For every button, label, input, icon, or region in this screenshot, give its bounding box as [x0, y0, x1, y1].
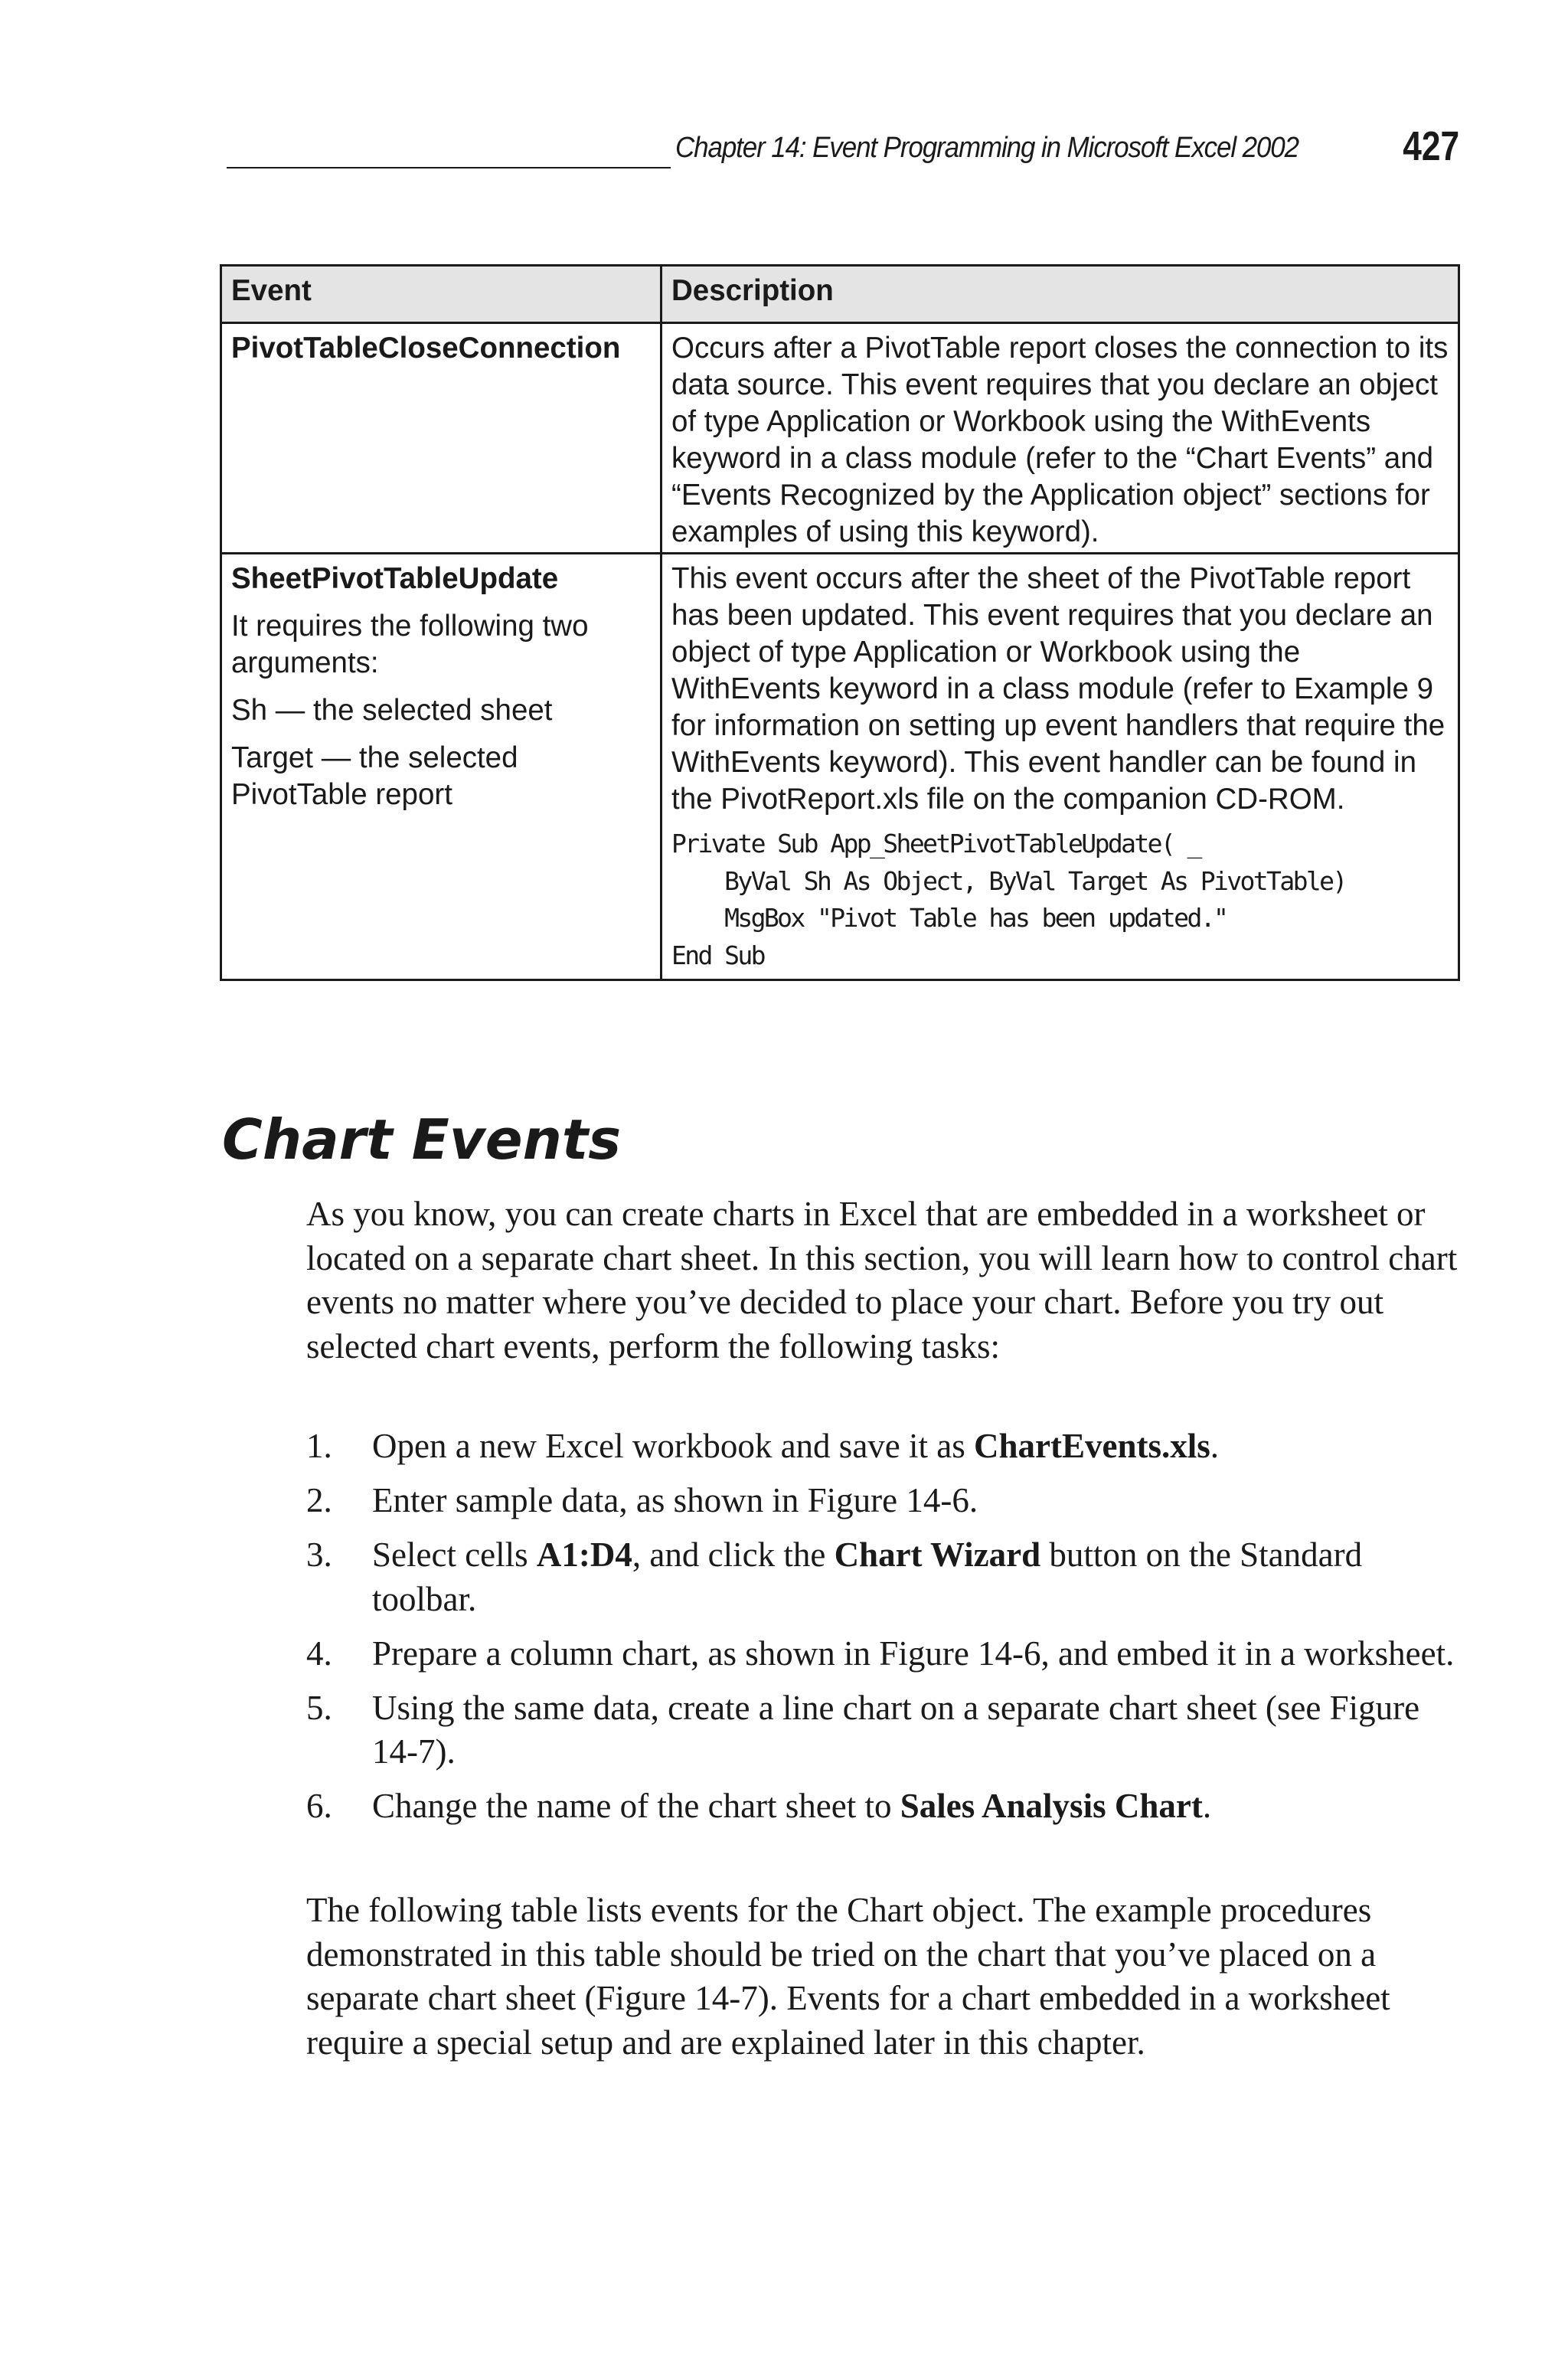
step-text: Prepare a column chart, as shown in Figure 14-6, and embed it in a worksheet.: [372, 1634, 1455, 1673]
table-row: [221, 323, 1459, 554]
event-description: This event occurs after the sheet of the PivotTable report has been updated. This event requires that you declare an object of type Application or Workbook using the WithEvents keyword in a class module (refer to Example 9 for information on setting up event handlers that require the WithEvents keyword). This event handler can be found in the PivotReport.xls file on the companion CD-ROM.: [671, 562, 1446, 816]
step-text: .: [1202, 1787, 1212, 1825]
section-heading: Chart Events: [222, 1107, 622, 1172]
task-steps: [306, 1424, 1462, 1839]
step-number: 4.: [306, 1634, 332, 1673]
step-text: , and click the: [632, 1535, 835, 1574]
step-number: 1.: [306, 1427, 332, 1465]
description-cell: [662, 323, 1459, 554]
table-header-row: [221, 266, 1459, 323]
list-item: [306, 1479, 1462, 1523]
list-item: [306, 1686, 1462, 1774]
running-header: [227, 123, 1459, 172]
code-sample: Private Sub App_SheetPivotTableUpdate( _ ByVal Sh As Object, ByVal Target As PivotTable) MsgBox "Pivot Table has been updated." End Sub: [671, 829, 1346, 970]
events-table: [220, 264, 1460, 981]
chapter-title: Chapter 14: Event Programming in Microsoft Excel 2002: [675, 132, 1298, 164]
column-header-event: Event: [221, 266, 662, 323]
event-name: SheetPivotTableUpdate: [231, 562, 559, 595]
list-item: [306, 1533, 1462, 1621]
step-emphasis: A1:D4: [536, 1535, 632, 1574]
event-cell: [221, 554, 662, 980]
page-number: 427: [1403, 123, 1459, 169]
list-item: [306, 1424, 1462, 1469]
description-cell: [662, 554, 1459, 980]
column-header-description: Description: [662, 266, 1459, 323]
step-text: Enter sample data, as shown in Figure 14-6.: [372, 1481, 978, 1519]
step-number: 2.: [306, 1481, 332, 1519]
table-row: [221, 554, 1459, 980]
step-text: Select cells: [372, 1535, 537, 1574]
event-cell: [221, 323, 662, 554]
closing-paragraph: The following table lists events for the Chart object. The example procedures demonstrated in this table should be tried on the chart that you’ve placed on a separate chart sheet (Figure 14-7). Events for a chart embedded in a worksheet require a special setup and are explained later in this chapter.: [306, 1891, 1390, 2062]
step-emphasis: Sales Analysis Chart: [900, 1787, 1203, 1825]
event-description: Occurs after a PivotTable report closes the connection to its data source. This event requires that you declare an object of type Application or Workbook using the WithEvents keyword in a class module (refer to the “Chart Events” and “Events Recognized by the Application object” sections for examples of using this keyword).: [671, 332, 1449, 548]
intro-paragraph: As you know, you can create charts in Excel that are embedded in a worksheet or located on a separate chart sheet. In this section, you will learn how to control chart events no matter where you’ve decided to place your chart. Before you try out selected chart events, perform the following tasks:: [306, 1195, 1458, 1365]
step-text: Using the same data, create a line chart on a separate chart sheet (see Figure 14-7).: [372, 1688, 1420, 1771]
step-text: button on the Standard toolbar.: [372, 1535, 1363, 1618]
list-item: [306, 1784, 1462, 1829]
event-name: PivotTableCloseConnection: [231, 332, 621, 365]
list-item: [306, 1632, 1462, 1676]
step-emphasis: ChartEvents.xls: [974, 1427, 1210, 1465]
event-note: It requires the following two arguments:: [231, 610, 589, 679]
step-text: Change the name of the chart sheet to: [372, 1787, 900, 1825]
step-text: Open a new Excel workbook and save it as: [372, 1427, 975, 1465]
step-emphasis: Chart Wizard: [834, 1535, 1041, 1574]
step-number: 3.: [306, 1535, 332, 1574]
event-note: Sh — the selected sheet: [231, 694, 553, 727]
event-note: Target — the selected PivotTable report: [231, 741, 518, 811]
step-number: 5.: [306, 1688, 332, 1727]
step-number: 6.: [306, 1787, 332, 1825]
header-rule: [227, 167, 671, 168]
step-text: .: [1210, 1427, 1220, 1465]
